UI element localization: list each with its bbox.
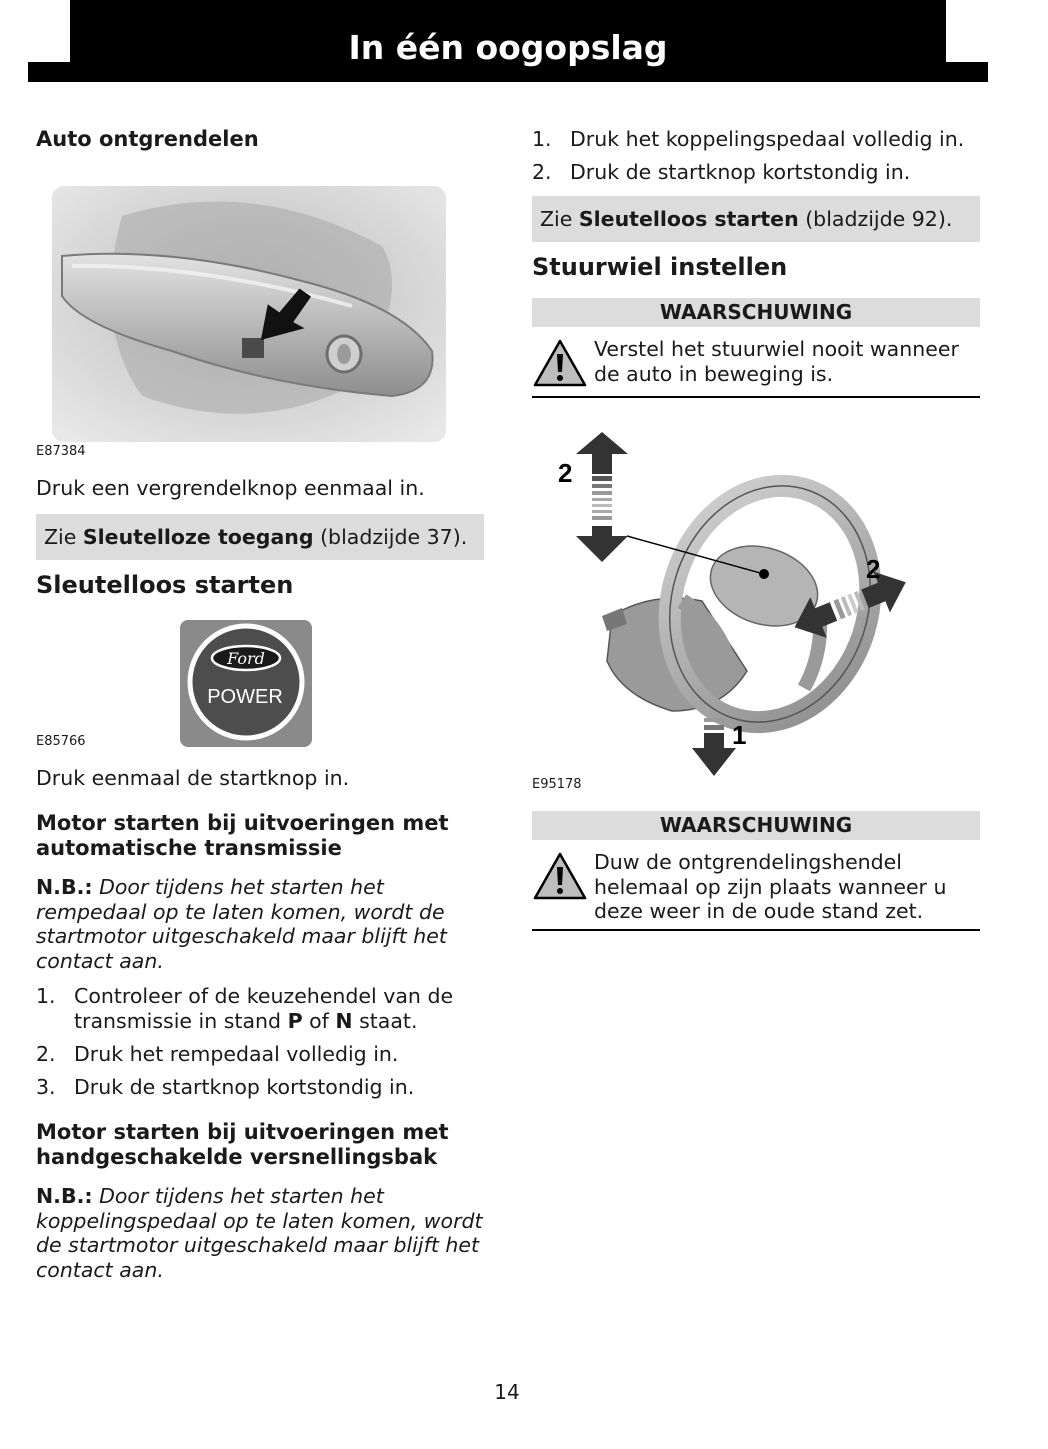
- step-number: 1.: [36, 984, 56, 1008]
- heading-line: Motor starten bij uitvoeringen met: [36, 811, 449, 835]
- manual-transmission-heading: [36, 1120, 449, 1170]
- warning-line: Duw de ontgrendelingshendel: [594, 850, 902, 874]
- note-line: rempedaal op te laten komen, wordt de: [36, 899, 445, 924]
- power-label: POWER: [207, 686, 283, 708]
- list-item: [36, 1042, 486, 1067]
- list-item: [36, 1075, 486, 1100]
- warning-line: Verstel het stuurwiel nooit wanneer: [594, 337, 959, 361]
- steering-wheel-illustration: [532, 426, 980, 778]
- note-line: Door tijdens het starten het: [92, 1184, 384, 1208]
- step-text: transmissie in stand: [74, 1008, 288, 1033]
- note-line: startmotor uitgeschakeld maar blijft het: [36, 924, 447, 948]
- step-text: staat.: [352, 1008, 418, 1033]
- note-line: Door tijdens het starten het: [92, 875, 384, 899]
- divider: [532, 396, 980, 398]
- step-text: Druk het koppelingspedaal volledig in.: [570, 127, 965, 151]
- step-text: Controleer of de keuzehendel van de: [74, 984, 454, 1008]
- note-line: contact aan.: [36, 948, 164, 973]
- warning-1-title: WAARSCHUWING: [532, 298, 980, 327]
- heading-line: handgeschakelde versnellingsbak: [36, 1145, 438, 1169]
- warning-1-text: [594, 337, 959, 386]
- page-number: 14: [494, 1380, 520, 1404]
- door-handle-illustration: [52, 186, 446, 442]
- label-unlock: 1: [732, 720, 747, 750]
- note-label: N.B.:: [36, 1184, 93, 1208]
- door-figure-code: E87384: [36, 444, 86, 459]
- manual-transmission-steps: [532, 127, 992, 193]
- ref-prefix: Zie: [44, 525, 83, 549]
- unlock-text: Druk een vergrendelknop eenmaal in.: [36, 476, 425, 500]
- warning-triangle-icon: [532, 338, 588, 388]
- warning-2-title: WAARSCHUWING: [532, 811, 980, 840]
- ref-link-text: Sleutelloos starten: [578, 207, 799, 231]
- note-line: de startmotor uitgeschakeld maar blijft het: [36, 1233, 480, 1257]
- unlock-heading: Auto ontgrendelen: [36, 127, 259, 151]
- page-title: In één oogopslag: [70, 0, 946, 70]
- warning-line: deze weer in de oude stand zet.: [594, 899, 924, 923]
- ref-suffix: (bladzijde 37).: [313, 525, 468, 549]
- power-figure-code: E85766: [36, 734, 86, 749]
- ref-suffix: (bladzijde 92).: [798, 207, 953, 231]
- heading-line: automatische transmissie: [36, 836, 342, 860]
- auto-transmission-note: [36, 875, 447, 973]
- warning-line: de auto in beweging is.: [594, 361, 834, 386]
- step-text: Druk het rempedaal volledig in.: [74, 1041, 399, 1066]
- step-text: Druk de startknop kortstondig in.: [570, 160, 911, 184]
- step-text: Druk de startknop kortstondig in.: [74, 1074, 415, 1099]
- step-text: of: [302, 1008, 336, 1033]
- note-line: koppelingspedaal op te laten komen, wordt: [36, 1208, 483, 1233]
- keyless-entry-reference: [36, 514, 484, 560]
- steering-wheel-heading: Stuurwiel instellen: [532, 253, 788, 281]
- list-item: [36, 984, 486, 1033]
- auto-transmission-steps: [36, 984, 486, 1108]
- label-reach: 2: [866, 554, 881, 584]
- warning-line: helemaal op zijn plaats wanneer u: [594, 874, 947, 899]
- heading-line: Motor starten bij uitvoeringen met: [36, 1120, 449, 1144]
- divider: [532, 929, 980, 931]
- start-text: Druk eenmaal de startknop in.: [36, 766, 350, 790]
- step-number: 2.: [532, 160, 552, 184]
- ref-prefix: Zie: [540, 207, 579, 231]
- wheel-figure-code: E95178: [532, 777, 582, 792]
- gear-n: N: [335, 1008, 353, 1033]
- warning-triangle-icon: [532, 851, 588, 901]
- gear-p: P: [287, 1008, 303, 1033]
- keyless-start-reference: [532, 196, 980, 242]
- keyless-start-heading: Sleutelloos starten: [36, 571, 294, 599]
- label-telescope: 2: [558, 458, 573, 488]
- list-item: [532, 127, 992, 152]
- warning-2-text: [594, 850, 947, 924]
- step-number: 1.: [532, 127, 552, 151]
- power-button-illustration: [180, 620, 312, 747]
- list-item: [532, 160, 992, 185]
- note-label: N.B.:: [36, 875, 93, 899]
- auto-transmission-heading: [36, 811, 449, 861]
- note-line: contact aan.: [36, 1257, 164, 1282]
- ford-logo-text: Ford: [227, 649, 265, 668]
- manual-transmission-note: [36, 1184, 483, 1282]
- step-number: 3.: [36, 1074, 56, 1099]
- step-number: 2.: [36, 1041, 56, 1066]
- ref-link-text: Sleutelloze toegang: [82, 525, 314, 549]
